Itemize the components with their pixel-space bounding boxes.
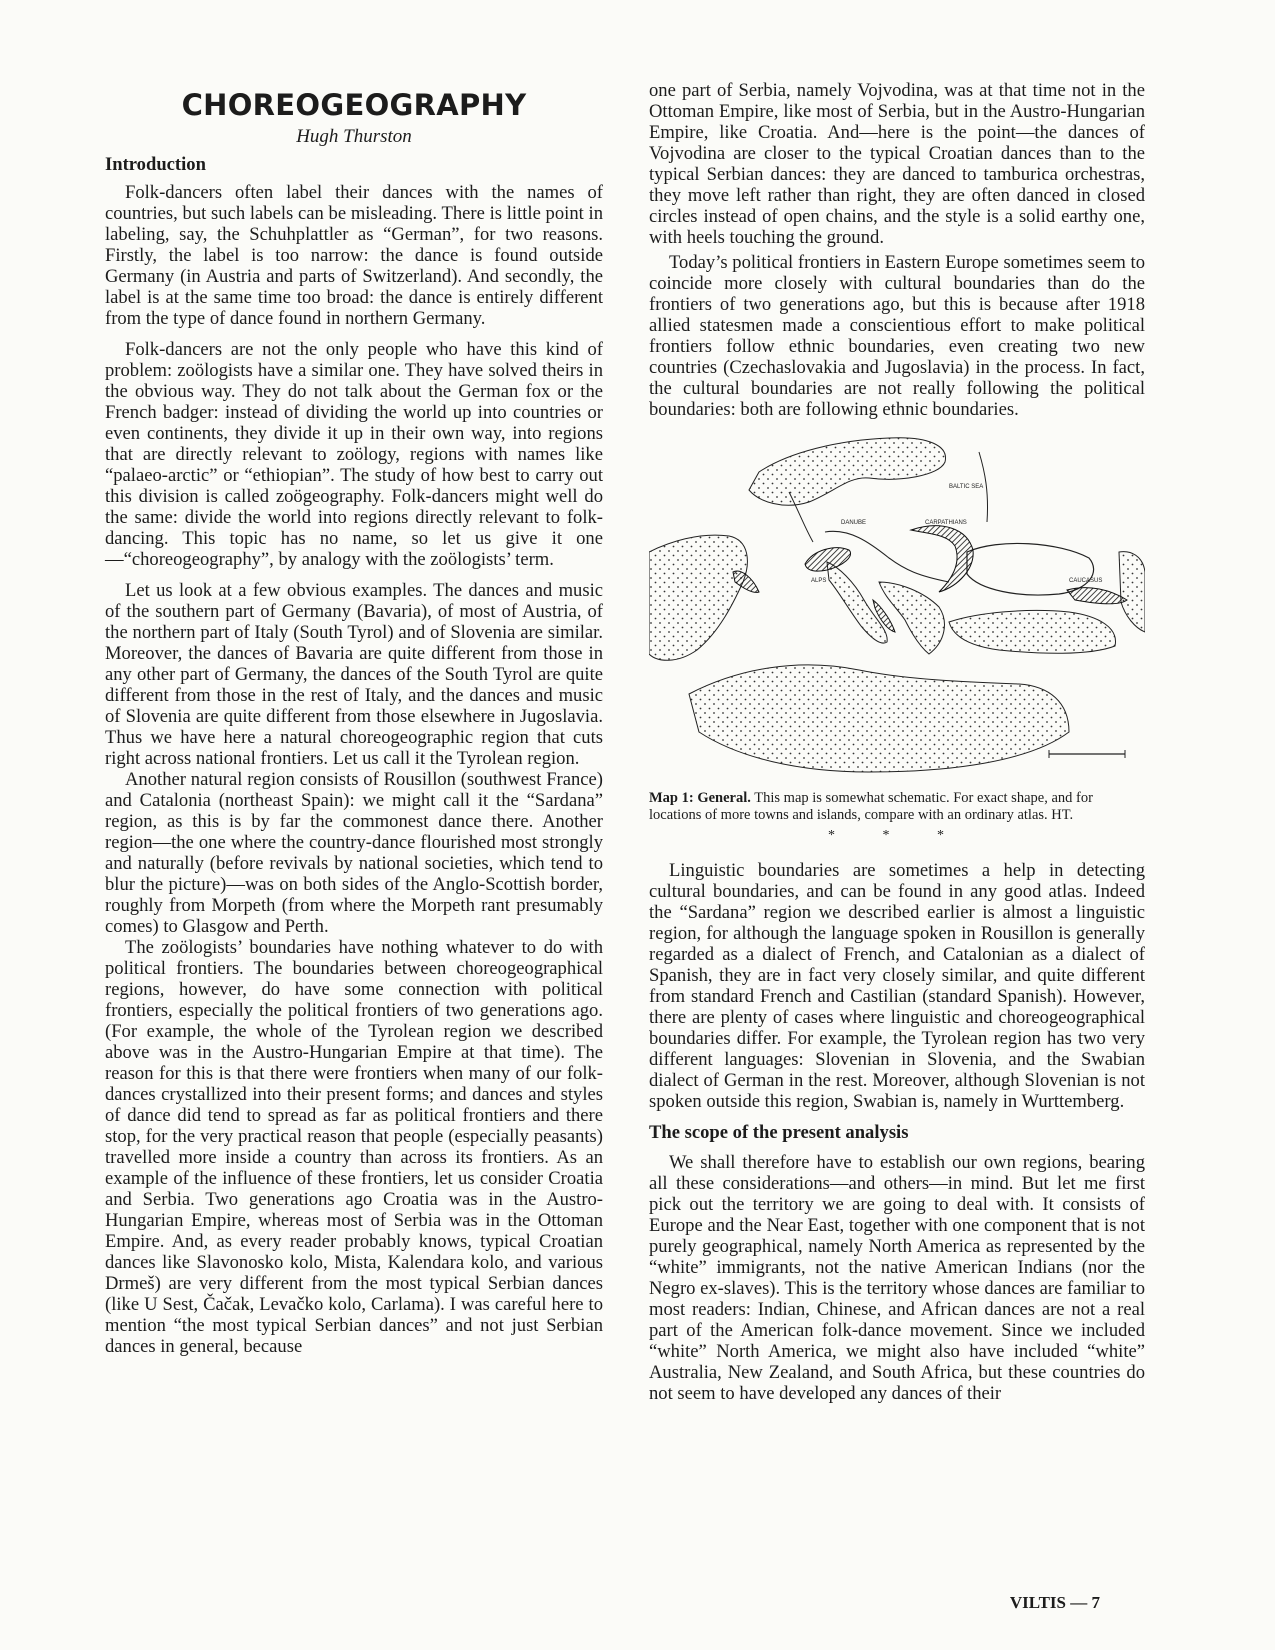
left-column <box>105 80 603 1357</box>
map-label-caucasus: CAUCASUS <box>1069 578 1103 584</box>
map-label-alps: ALPS <box>811 578 827 584</box>
map-label-danube: DANUBE <box>841 520 867 526</box>
paragraph: Linguistic boundaries are sometimes a help in detecting cultural boundaries, and can be found in any good atlas. Indeed the “Sardana” region we described earlier is almost a linguistic region, for although the language spoken in Rousillon is generally regarded as a dialect of French, and Catalonian as a dialect of Spanish, they are in fact very closely similar, and quite different from standard French and Castilian (standard Spanish). However, there are plenty of cases where linguistic and choreogeographical boundaries differ. For example, the Tyrolean region has two very different languages: Slovenian in Slovenia, and the Swabian dialect of German in the rest. Moreover, although Slovenian is not spoken outside this region, Swabian is, namely in Wurttemberg. <box>649 860 1145 1112</box>
map-caption <box>649 790 1145 824</box>
paragraph: We shall therefore have to establish our own regions, bearing all these considerations—and others—in mind. But let me first pick out the territory we are going to deal with. It consists of Europe and the Near East, together with one component that is not purely geographical, namely North America as represented by the “white” immigrants, not the native American Indians (nor the Negro ex-slaves). This is the territory whose dances are familiar to most readers: Indian, Chinese, and African dances are not a real part of the American folk-dance movement. Since we included “white” North America, we might also have included “white” Australia, New Zealand, and South Africa, but these countries do not seem to have developed any dances of their <box>649 1152 1145 1404</box>
section-break: * * * <box>828 828 966 843</box>
paragraph: The zoölogists’ boundaries have nothing whatever to do with political frontiers. The boundaries between choreogeographical regions, however, do have some connection with political frontiers, especially the political frontiers of two generations ago. (For example, the whole of the Tyrolean region we described above was in the Austro-Hungarian Empire at that time). The reason for this is that there were frontiers when many of our folk-dances crystallized into their present forms; and dances and styles of dance did tend to spread as far as political frontiers and there stop, for the very practical reason that people (especially peasants) travelled more inside a country than across its frontiers. As an example of the influence of these frontiers, let us consider Croatia and Serbia. Two generations ago Croatia was in the Austro-Hungarian Empire, whereas most of Serbia was in the Ottoman Empire. And, as every reader probably knows, typical Croatian dances like Slavonosko kolo, Mista, Kalendara kolo, and various Drmeš) are very different from the most typical Serbian dances (like U Sest, Čačak, Levačko kolo, Carlama). I was careful here to mention “the most typical Serbian dances” and not just Serbian dances in general, because <box>105 937 603 1357</box>
paragraph: Today’s political frontiers in Eastern Europe sometimes seem to coincide more closely with cultural boundaries than do the frontiers of two generations ago, but this is because after 1918 allied statesmen made a conscientious effort to make political frontiers follow ethnic boundaries, even creating two new countries (Czechaslovakia and Jugoslavia) in the process. In fact, the cultural boundaries are not really following the political boundaries: both are following ethnic boundaries. <box>649 252 1145 420</box>
intro-heading: Introduction <box>105 154 206 175</box>
map-caption-label: Map 1: General. <box>649 790 751 806</box>
page-folio: VILTIS — 7 <box>1009 1593 1100 1612</box>
map-caption-text: This map is somewhat schematic. For exact shape, and for locations of more towns and islands, compare with an ordinary atlas. HT. <box>649 790 1093 823</box>
paragraph: one part of Serbia, namely Vojvodina, was at that time not in the Ottoman Empire, like most of Serbia, but in the Austro-Hungarian Empire, like Croatia. And—here is the point—the dances of Vojvodina are closer to the typical Croatian dances than to the typical Serbian dances: they are danced to tamburica orchestras, they move left rather than right, they are often danced in closed circles instead of open chains, and the style is a solid earthy one, with heels touching the ground. <box>649 80 1145 248</box>
map-label-baltic: BALTIC SEA <box>949 484 984 490</box>
article-author: Hugh Thurston <box>296 126 412 147</box>
paragraph: Folk-dancers often label their dances with the names of countries, but such labels can be misleading. There is little point in labeling, say, the Schuhplattler as “German”, for two reasons. Firstly, the label is too narrow: the dance is found outside Germany (in Austria and parts of Switzerland). And secondly, the label is at the same time too broad: the dance is entirely different from the type of dance found in northern Germany. <box>105 182 603 329</box>
europe-map <box>649 432 1145 782</box>
paragraph: Another natural region consists of Rousillon (southwest France) and Catalonia (northeast Spain): we might call it the “Sardana” region, as this is by far the commonest dance there. Another region—the one where the country-dance flourished most strongly and naturally (before revivals by national societies, which tend to blur the picture)—was on both sides of the Anglo-Scottish border, roughly from Morpeth (from where the Morpeth rant presumably comes) to Glasgow and Perth. <box>105 769 603 937</box>
map-drawing <box>649 432 1145 782</box>
paragraph: Folk-dancers are not the only people who have this kind of problem: zoölogists have a similar one. They have solved theirs in the obvious way. They do not talk about the German fox or the French badger: instead of dividing the world up into countries or even continents, they divide it up in their own way, into regions that are directly relevant to zoölogy, regions with names like “palaeo-arctic” or “ethiopian”. The study of how best to carry out this division is called zoögeography. Folk-dancers might well do the same: divide the world into regions directly relevant to folk-dancing. This topic has no name, so let us give it one—“choreogeography”, by analogy with the zoölogists’ term. <box>105 339 603 570</box>
paragraph: Let us look at a few obvious examples. The dances and music of the southern part of Germany (Bavaria), of most of Austria, of the northern part of Italy (South Tyrol) and of Slovenia are similar. Moreover, the dances of Bavaria are quite different from those in any other part of Germany, the dances of the South Tyrol are quite different from those in the rest of Italy, and the dances and music of Slovenia are quite different from those elsewhere in Jugoslavia. Thus we have here a natural choreogeographic region that cuts right across national frontiers. Let us call it the Tyrolean region. <box>105 580 603 769</box>
right-column <box>649 80 1145 1404</box>
scope-heading: The scope of the present analysis <box>649 1122 909 1143</box>
map-label-carpathians: CARPATHIANS <box>925 520 967 526</box>
article-title: CHOREOGEOGRAPHY <box>181 88 527 122</box>
